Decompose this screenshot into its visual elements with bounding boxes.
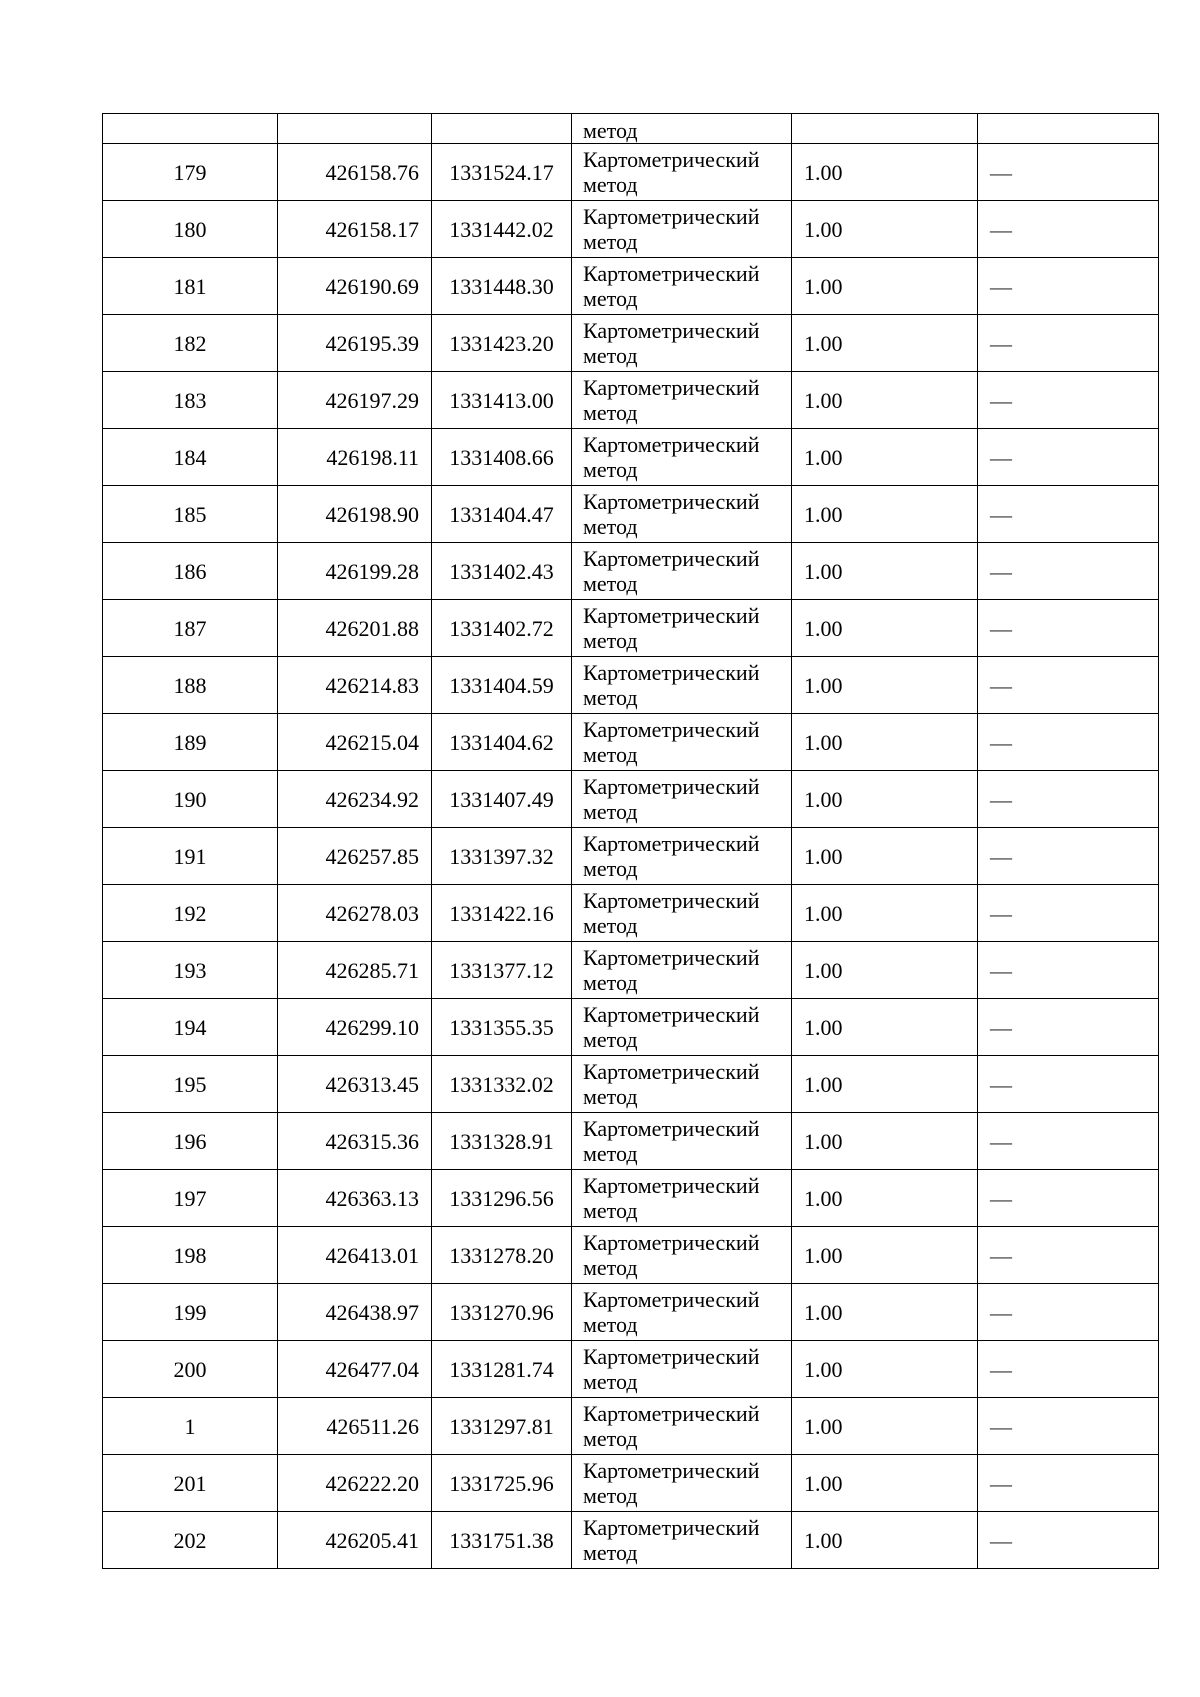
table-row <box>103 372 1159 429</box>
method-line-1: Картометрический <box>583 888 760 913</box>
method-line-2: метод <box>583 1141 638 1166</box>
table-row <box>103 429 1159 486</box>
cell-error: 1.00 <box>792 1056 978 1113</box>
cell-method <box>572 942 792 999</box>
cell-description: — <box>978 1227 1159 1284</box>
cell-point-number: 1 <box>103 1398 278 1455</box>
cell-method-continued: метод <box>572 114 792 144</box>
cell-description: — <box>978 372 1159 429</box>
method-line-1: Картометрический <box>583 945 760 970</box>
cell-method <box>572 1398 792 1455</box>
method-line-2: метод <box>583 286 638 311</box>
cell-point-number: 199 <box>103 1284 278 1341</box>
cell-error: 1.00 <box>792 372 978 429</box>
cell-x-coordinate: 426205.41 <box>278 1512 432 1569</box>
method-line-1: Картометрический <box>583 489 760 514</box>
cell-description: — <box>978 1512 1159 1569</box>
cell-method <box>572 1284 792 1341</box>
cell-y-coordinate: 1331404.62 <box>432 714 572 771</box>
method-line-2: метод <box>583 970 638 995</box>
cell-point-number: 184 <box>103 429 278 486</box>
cell-x-coordinate: 426197.29 <box>278 372 432 429</box>
cell-description: — <box>978 429 1159 486</box>
cell-x-coordinate: 426511.26 <box>278 1398 432 1455</box>
cell-x-coordinate: 426214.83 <box>278 657 432 714</box>
cell-description: — <box>978 486 1159 543</box>
cell-error: 1.00 <box>792 543 978 600</box>
method-line-1: Картометрический <box>583 1344 760 1369</box>
cell-point-number: 195 <box>103 1056 278 1113</box>
cell-point-number: 198 <box>103 1227 278 1284</box>
table-row <box>103 1512 1159 1569</box>
method-line-2: метод <box>583 457 638 482</box>
cell-x-coordinate: 426158.17 <box>278 201 432 258</box>
cell-y-coordinate: 1331402.43 <box>432 543 572 600</box>
method-line-2: метод <box>583 799 638 824</box>
cell-error: 1.00 <box>792 714 978 771</box>
table-row <box>103 771 1159 828</box>
method-line-1: Картометрический <box>583 603 760 628</box>
cell-point-number: 192 <box>103 885 278 942</box>
table-row <box>103 1398 1159 1455</box>
cell-method <box>572 714 792 771</box>
cell-error: 1.00 <box>792 1227 978 1284</box>
method-line-2: метод <box>583 913 638 938</box>
table-row <box>103 999 1159 1056</box>
method-line-2: метод <box>583 1312 638 1337</box>
cell-error: 1.00 <box>792 1284 978 1341</box>
cell-x-coordinate: 426199.28 <box>278 543 432 600</box>
cell-method <box>572 486 792 543</box>
cell-description: — <box>978 258 1159 315</box>
cell-empty <box>278 114 432 144</box>
cell-method <box>572 885 792 942</box>
table-row <box>103 1056 1159 1113</box>
cell-error: 1.00 <box>792 828 978 885</box>
table-body <box>103 114 1159 1569</box>
method-line-1: Картометрический <box>583 660 760 685</box>
cell-description: — <box>978 201 1159 258</box>
cell-error: 1.00 <box>792 486 978 543</box>
method-line-1: Картометрический <box>583 147 760 172</box>
cell-description: — <box>978 600 1159 657</box>
cell-description: — <box>978 543 1159 600</box>
method-line-1: Картометрический <box>583 1401 760 1426</box>
table-row <box>103 1227 1159 1284</box>
cell-y-coordinate: 1331332.02 <box>432 1056 572 1113</box>
method-line-1: Картометрический <box>583 831 760 856</box>
cell-error: 1.00 <box>792 1512 978 1569</box>
method-line-2: метод <box>583 1255 638 1280</box>
cell-method <box>572 657 792 714</box>
method-line-2: метод <box>583 685 638 710</box>
method-line-2: метод <box>583 571 638 596</box>
cell-point-number: 193 <box>103 942 278 999</box>
cell-x-coordinate: 426477.04 <box>278 1341 432 1398</box>
table-row <box>103 942 1159 999</box>
cell-error: 1.00 <box>792 429 978 486</box>
cell-method <box>572 600 792 657</box>
cell-x-coordinate: 426278.03 <box>278 885 432 942</box>
cell-point-number: 189 <box>103 714 278 771</box>
table-row <box>103 258 1159 315</box>
cell-method <box>572 1227 792 1284</box>
cell-description: — <box>978 315 1159 372</box>
method-line-1: Картометрический <box>583 1173 760 1198</box>
cell-empty <box>792 114 978 144</box>
cell-x-coordinate: 426222.20 <box>278 1455 432 1512</box>
cell-description: — <box>978 771 1159 828</box>
cell-y-coordinate: 1331377.12 <box>432 942 572 999</box>
cell-method <box>572 201 792 258</box>
cell-y-coordinate: 1331328.91 <box>432 1113 572 1170</box>
table-row <box>103 543 1159 600</box>
cell-x-coordinate: 426313.45 <box>278 1056 432 1113</box>
cell-y-coordinate: 1331355.35 <box>432 999 572 1056</box>
cell-point-number: 188 <box>103 657 278 714</box>
table-row <box>103 486 1159 543</box>
cell-y-coordinate: 1331448.30 <box>432 258 572 315</box>
cell-point-number: 200 <box>103 1341 278 1398</box>
method-line-1: Картометрический <box>583 432 760 457</box>
cell-error: 1.00 <box>792 999 978 1056</box>
cell-error: 1.00 <box>792 1455 978 1512</box>
cell-error: 1.00 <box>792 258 978 315</box>
cell-y-coordinate: 1331297.81 <box>432 1398 572 1455</box>
cell-error: 1.00 <box>792 1170 978 1227</box>
cell-description: — <box>978 714 1159 771</box>
cell-y-coordinate: 1331422.16 <box>432 885 572 942</box>
cell-error: 1.00 <box>792 1113 978 1170</box>
cell-x-coordinate: 426315.36 <box>278 1113 432 1170</box>
method-line-2: метод <box>583 1483 638 1508</box>
cell-error: 1.00 <box>792 942 978 999</box>
cell-y-coordinate: 1331524.17 <box>432 144 572 201</box>
cell-method <box>572 1455 792 1512</box>
cell-y-coordinate: 1331402.72 <box>432 600 572 657</box>
cell-method <box>572 258 792 315</box>
method-line-2: метод <box>583 1369 638 1394</box>
cell-point-number: 183 <box>103 372 278 429</box>
cell-error: 1.00 <box>792 771 978 828</box>
cell-description: — <box>978 1398 1159 1455</box>
method-line-1: Картометрический <box>583 1287 760 1312</box>
cell-x-coordinate: 426299.10 <box>278 999 432 1056</box>
method-line-1: Картометрический <box>583 717 760 742</box>
method-line-2: метод <box>583 742 638 767</box>
table-row <box>103 600 1159 657</box>
cell-error: 1.00 <box>792 201 978 258</box>
table-row <box>103 201 1159 258</box>
method-line-2: метод <box>583 172 638 197</box>
method-line-2: метод <box>583 1084 638 1109</box>
cell-x-coordinate: 426215.04 <box>278 714 432 771</box>
coordinates-table <box>102 113 1159 1569</box>
method-line-1: Картометрический <box>583 261 760 286</box>
cell-description: — <box>978 1455 1159 1512</box>
cell-description: — <box>978 828 1159 885</box>
cell-empty <box>978 114 1159 144</box>
cell-method <box>572 828 792 885</box>
cell-empty <box>432 114 572 144</box>
cell-y-coordinate: 1331296.56 <box>432 1170 572 1227</box>
cell-point-number: 187 <box>103 600 278 657</box>
cell-point-number: 202 <box>103 1512 278 1569</box>
table-row <box>103 714 1159 771</box>
method-line-2: метод <box>583 1426 638 1451</box>
cell-error: 1.00 <box>792 600 978 657</box>
cell-description: — <box>978 1341 1159 1398</box>
cell-point-number: 180 <box>103 201 278 258</box>
cell-x-coordinate: 426190.69 <box>278 258 432 315</box>
cell-point-number: 185 <box>103 486 278 543</box>
cell-x-coordinate: 426201.88 <box>278 600 432 657</box>
continuation-row <box>103 114 1159 144</box>
method-line-1: Картометрический <box>583 1230 760 1255</box>
method-line-2: метод <box>583 856 638 881</box>
cell-y-coordinate: 1331407.49 <box>432 771 572 828</box>
cell-method <box>572 999 792 1056</box>
cell-description: — <box>978 144 1159 201</box>
method-line-1: Картометрический <box>583 375 760 400</box>
table-row <box>103 1284 1159 1341</box>
cell-method <box>572 1170 792 1227</box>
cell-point-number: 201 <box>103 1455 278 1512</box>
table-row <box>103 315 1159 372</box>
method-line-2: метод <box>583 229 638 254</box>
cell-x-coordinate: 426198.11 <box>278 429 432 486</box>
cell-point-number: 182 <box>103 315 278 372</box>
cell-x-coordinate: 426195.39 <box>278 315 432 372</box>
method-line-1: Картометрический <box>583 318 760 343</box>
cell-point-number: 196 <box>103 1113 278 1170</box>
cell-y-coordinate: 1331270.96 <box>432 1284 572 1341</box>
cell-point-number: 190 <box>103 771 278 828</box>
cell-x-coordinate: 426234.92 <box>278 771 432 828</box>
cell-description: — <box>978 885 1159 942</box>
cell-y-coordinate: 1331442.02 <box>432 201 572 258</box>
cell-y-coordinate: 1331278.20 <box>432 1227 572 1284</box>
cell-method <box>572 771 792 828</box>
cell-description: — <box>978 1170 1159 1227</box>
method-line-1: Картометрический <box>583 1116 760 1141</box>
table-row <box>103 1170 1159 1227</box>
cell-error: 1.00 <box>792 315 978 372</box>
cell-point-number: 197 <box>103 1170 278 1227</box>
method-line-1: Картометрический <box>583 1002 760 1027</box>
cell-method <box>572 543 792 600</box>
method-line-2: метод <box>583 628 638 653</box>
cell-point-number: 186 <box>103 543 278 600</box>
method-line-2: метод <box>583 1540 638 1565</box>
table-row <box>103 828 1159 885</box>
cell-y-coordinate: 1331408.66 <box>432 429 572 486</box>
cell-y-coordinate: 1331751.38 <box>432 1512 572 1569</box>
cell-x-coordinate: 426363.13 <box>278 1170 432 1227</box>
cell-description: — <box>978 1056 1159 1113</box>
cell-error: 1.00 <box>792 885 978 942</box>
table-row <box>103 1341 1159 1398</box>
cell-description: — <box>978 1113 1159 1170</box>
cell-x-coordinate: 426158.76 <box>278 144 432 201</box>
cell-x-coordinate: 426285.71 <box>278 942 432 999</box>
cell-method <box>572 1512 792 1569</box>
cell-method <box>572 1113 792 1170</box>
cell-description: — <box>978 942 1159 999</box>
cell-description: — <box>978 1284 1159 1341</box>
method-line-1: Картометрический <box>583 774 760 799</box>
table-row <box>103 657 1159 714</box>
method-line-2: метод <box>583 400 638 425</box>
cell-y-coordinate: 1331404.47 <box>432 486 572 543</box>
cell-x-coordinate: 426438.97 <box>278 1284 432 1341</box>
cell-y-coordinate: 1331281.74 <box>432 1341 572 1398</box>
cell-error: 1.00 <box>792 657 978 714</box>
cell-error: 1.00 <box>792 1341 978 1398</box>
cell-x-coordinate: 426198.90 <box>278 486 432 543</box>
table-row <box>103 144 1159 201</box>
method-line-2: метод <box>583 1198 638 1223</box>
cell-method <box>572 372 792 429</box>
cell-method <box>572 429 792 486</box>
table-row <box>103 885 1159 942</box>
cell-description: — <box>978 657 1159 714</box>
cell-description: — <box>978 999 1159 1056</box>
cell-point-number: 191 <box>103 828 278 885</box>
method-line-2: метод <box>583 514 638 539</box>
cell-y-coordinate: 1331423.20 <box>432 315 572 372</box>
cell-empty <box>103 114 278 144</box>
cell-error: 1.00 <box>792 144 978 201</box>
cell-y-coordinate: 1331404.59 <box>432 657 572 714</box>
cell-point-number: 194 <box>103 999 278 1056</box>
method-line-1: Картометрический <box>583 1059 760 1084</box>
cell-point-number: 179 <box>103 144 278 201</box>
method-line-1: Картометрический <box>583 1458 760 1483</box>
cell-point-number: 181 <box>103 258 278 315</box>
cell-y-coordinate: 1331725.96 <box>432 1455 572 1512</box>
method-line-1: Картометрический <box>583 204 760 229</box>
cell-method <box>572 144 792 201</box>
cell-method <box>572 1341 792 1398</box>
method-line-2: метод <box>583 1027 638 1052</box>
method-line-1: Картометрический <box>583 1515 760 1540</box>
table-row <box>103 1455 1159 1512</box>
cell-y-coordinate: 1331413.00 <box>432 372 572 429</box>
method-line-2: метод <box>583 343 638 368</box>
cell-x-coordinate: 426257.85 <box>278 828 432 885</box>
cell-error: 1.00 <box>792 1398 978 1455</box>
cell-method <box>572 1056 792 1113</box>
method-line-1: Картометрический <box>583 546 760 571</box>
cell-x-coordinate: 426413.01 <box>278 1227 432 1284</box>
cell-method <box>572 315 792 372</box>
cell-y-coordinate: 1331397.32 <box>432 828 572 885</box>
table-row <box>103 1113 1159 1170</box>
